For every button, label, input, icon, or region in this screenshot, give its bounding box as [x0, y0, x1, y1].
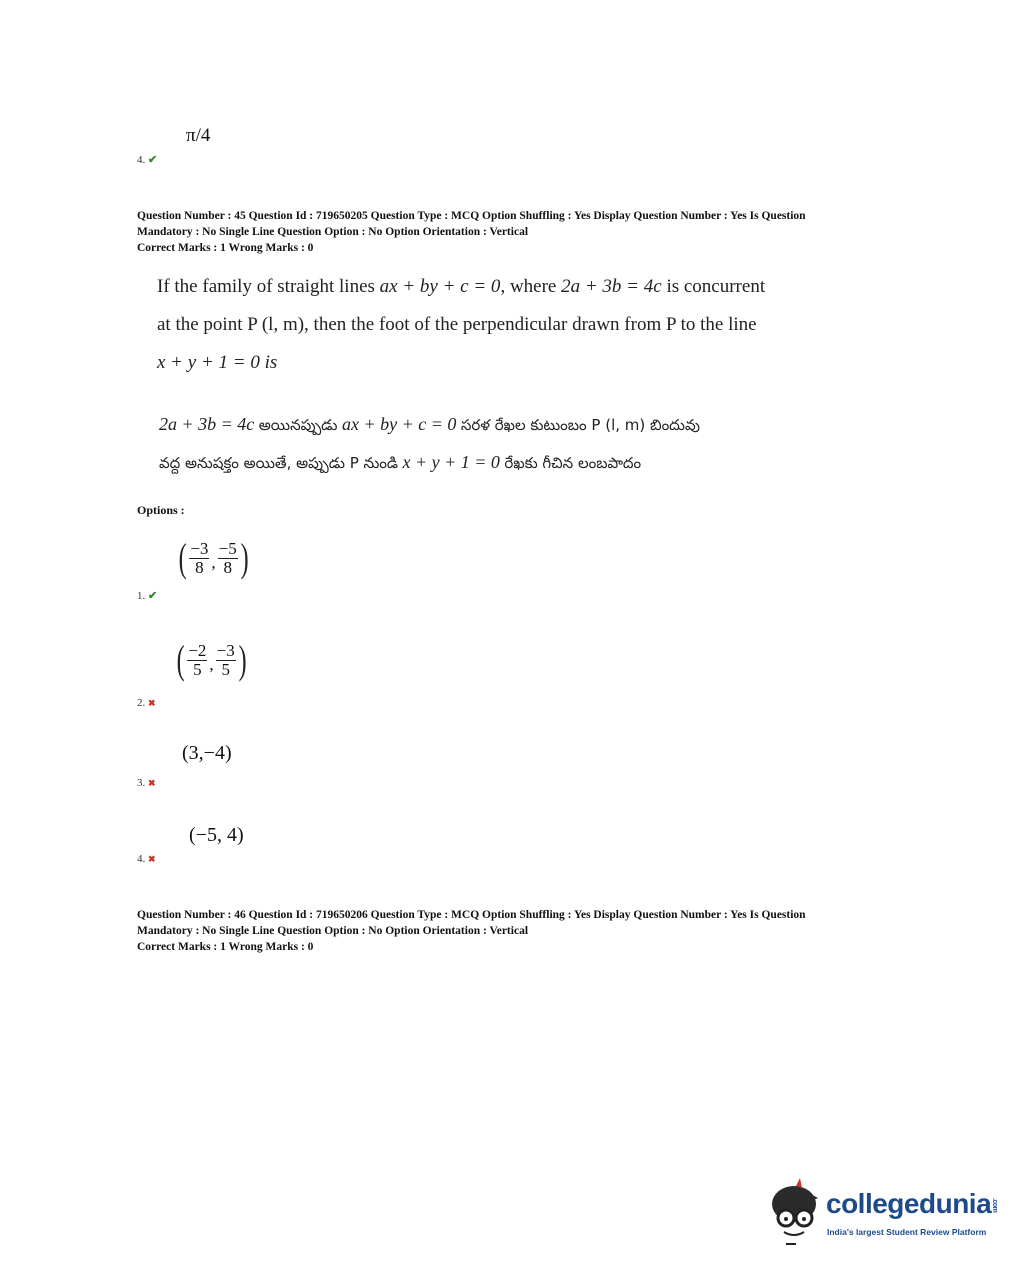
question-45-metadata: Question Number : 45 Question Id : 719650205 Question Type : MCQ Option Shuffling : Yes Display Question Number : Yes Is Question Mandatory : No Single Line Question Option : No Option Orientation : Vertical Correct Marks : 1 Wrong Marks : 0 — [137, 210, 806, 254]
prev-option-value: π/4 — [186, 125, 211, 146]
correct-check-icon: ✔ — [148, 590, 158, 602]
options-label: Options : — [137, 503, 185, 517]
wrong-cross-icon: ✖ — [148, 854, 156, 864]
wrong-cross-icon: ✖ — [148, 778, 156, 788]
question-46-metadata: Question Number : 46 Question Id : 719650206 Question Type : MCQ Option Shuffling : Yes Display Question Number : Yes Is Question Mandatory : No Single Line Question Option : No Option Orientation : Vertical Correct Marks : 1 Wrong Marks : 0 — [137, 909, 806, 953]
question-english: If the family of straight lines ax + by + c = 0, where 2a + 3b = 4c is concurrent at the point P (l, m), then the foot of the perpendicular drawn from P to the line x + y + 1 = 0 is — [157, 276, 766, 373]
option-3-number: 3. ✖ — [137, 777, 156, 789]
option-4-number: 4. ✖ — [137, 853, 156, 865]
question-telugu: 2a + 3b = 4c అయినప్పుడు ax + by + c = 0 సరళ రేఖల కుటుంబం P (l, m) బిందువు వద్ద అనుషక్తం అయితే, అప్పుడు P నుండి x + y + 1 = 0 రేఖకు గీచిన లంబపాదం — [159, 414, 700, 472]
option-1-number: 1. ✔ — [137, 590, 158, 602]
logo-wordmark: collegedunia.com — [826, 1188, 999, 1219]
correct-check-icon: ✔ — [148, 154, 158, 166]
option-2-number: 2. ✖ — [137, 697, 156, 709]
option-3-value: (3,−4) — [182, 742, 232, 764]
option-1-value: ( $\frac{-3}{8}$ , $\frac{-5}{8}$ ) — [178, 535, 249, 580]
option-2-value: ( $\frac{-2}{5}$ , $\frac{-3}{5}$ ) — [176, 637, 247, 682]
option-4-value: (−5, 4) — [189, 824, 244, 846]
logo-tagline: India's largest Student Review Platform — [827, 1227, 987, 1237]
mascot-icon — [766, 1178, 826, 1246]
wrong-cross-icon: ✖ — [148, 698, 156, 708]
prev-option-number: 4. ✔ — [137, 154, 158, 166]
collegedunia-logo — [766, 1178, 999, 1248]
